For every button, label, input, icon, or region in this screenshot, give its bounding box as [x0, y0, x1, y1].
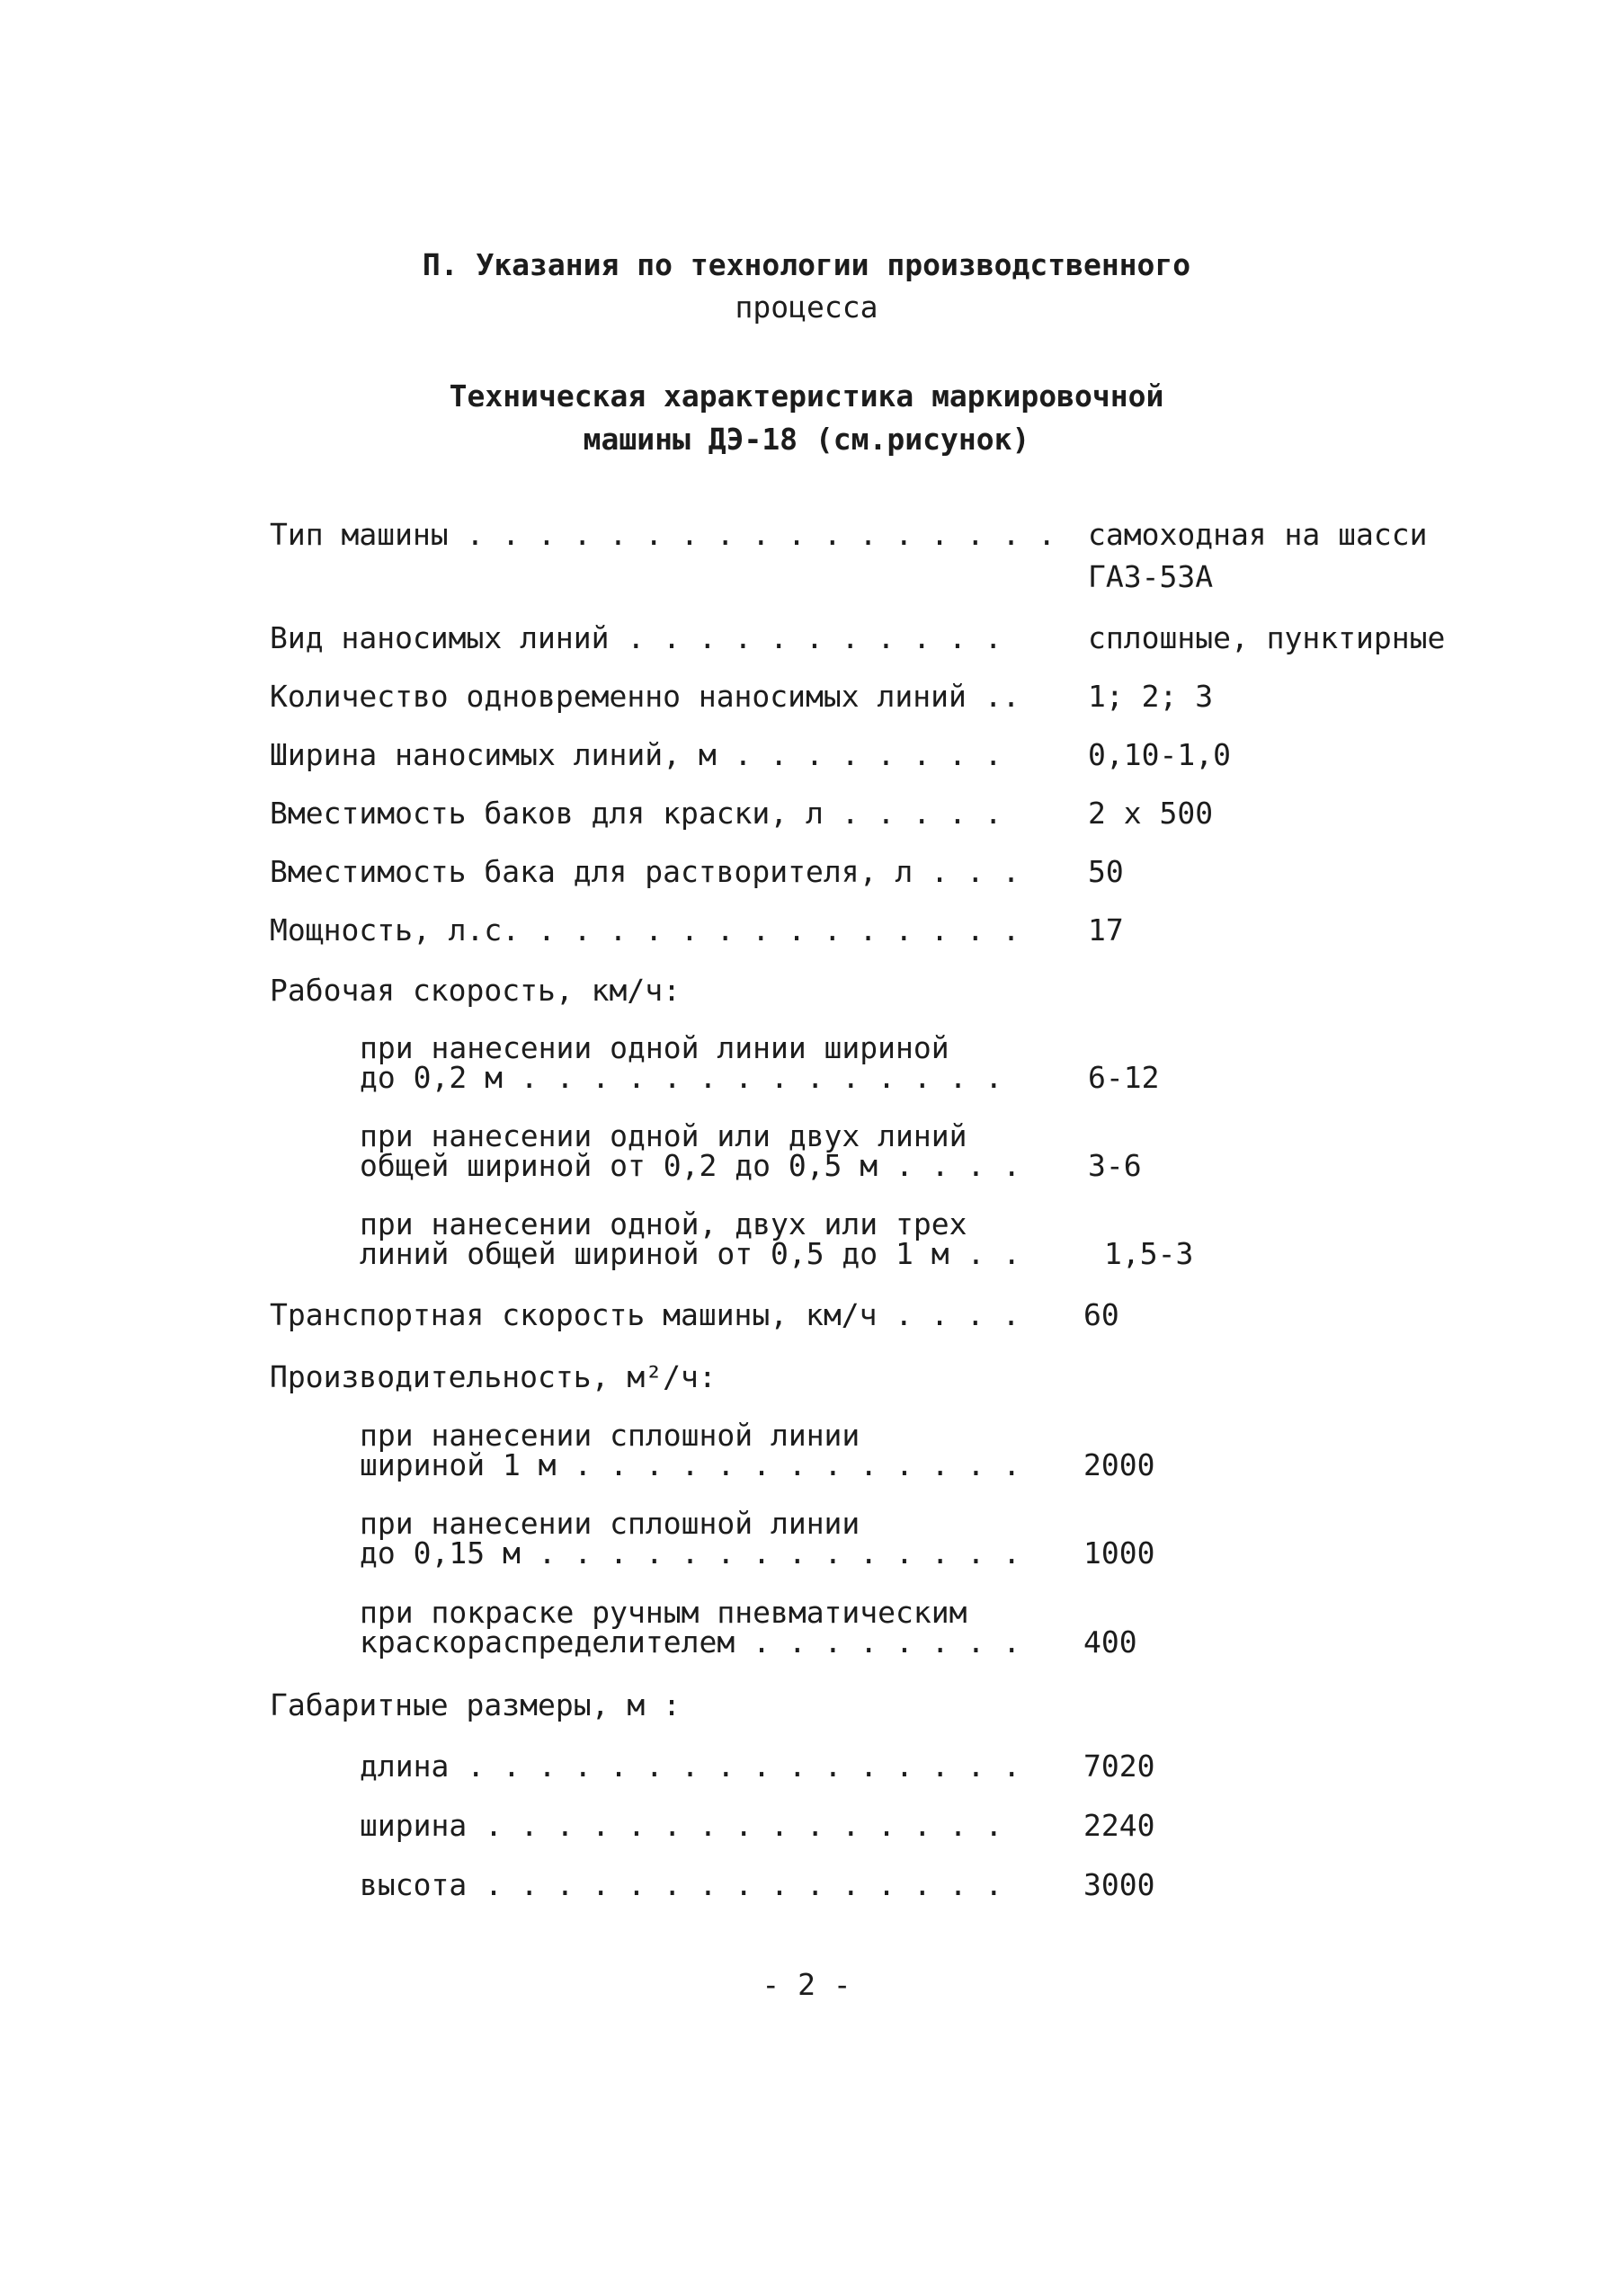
spec-label: Количество одновременно наносимых линий ..: [270, 679, 1020, 714]
spec-value: 1; 2; 3: [1088, 679, 1214, 714]
table-title-line1: Техническая характеристика маркировочной: [449, 378, 1164, 414]
spec-value: 17: [1088, 912, 1124, 948]
spec-label: шириной 1 м . . . . . . . . . . . . .: [360, 1447, 1021, 1482]
page-number: - 2 -: [762, 1967, 851, 2002]
spec-label: Ширина наносимых линий, м . . . . . . . .: [270, 737, 1003, 772]
spec-label: до 0,15 м . . . . . . . . . . . . . .: [360, 1535, 1021, 1571]
spec-value: 3-6: [1088, 1148, 1142, 1183]
spec-value: 2240: [1083, 1808, 1155, 1843]
spec-label: Вместимость баков для краски, л . . . . .: [270, 796, 1003, 831]
spec-value: 6-12: [1088, 1060, 1160, 1095]
spec-value: 0,10-1,0: [1088, 737, 1231, 772]
productivity-item-3-line1: при покраске ручным пневматическим: [360, 1595, 967, 1630]
spec-value: 7020: [1083, 1749, 1155, 1784]
spec-value: 60: [1083, 1297, 1119, 1332]
spec-value: 1,5-3: [1104, 1236, 1194, 1271]
document-page: П. Указания по технологии производственного процесса Техническая характеристика маркировочной машины ДЭ-18 (см.рисунок) Тип машины . . . . . . . . . . . . . . . . . самоходная на шасси ГАЗ-53А Вид наносимых линий . . . . . . . . . . . сплошные, пунктирные Количество одновременно наносимых линий .. 1; 2; 3 Ширина наносимых линий, м . . . . . . . . 0,10-1,0 Вместимость баков для краски, л . . . . . 2 х 500 Вместимость бака для растворителя, л . . . 50 Мощность, л.с. . . . . . . . . . . . . . . 17 Рабочая скорость, км/ч: при нанесении одной линии шириной до 0,2 м . . . . . . . . . . . . . . 6-12 при нанесении одной или двух линий общей шириной от 0,2 до 0,5 м . . . . 3-6 при нанесении одной, двух или трех линий общей шириной от 0,5 до 1 м . . 1,5-3 Транспортная скорость машины, км/ч . . . . 60 Производительность, м²/ч: при нанесении сплошной линии шириной 1 м . . . . . . . . . . . . . 2000 при нанесении сплошной линии до 0,15 м . . . . . . . . . . . . . . 1000 при покраске ручным пневматическим краскораспределителем . . . . . . . . 400 Габаритные размеры, м : длина . . . . . . . . . . . . . . . . 7020 ширина . . . . . . . . . . . . . . . 2240 высота . . . . . . . . . . . . . . . 3000 - 2 -: [0, 0, 1613, 2296]
table-title-line2: машины ДЭ-18 (см.рисунок): [583, 422, 1030, 457]
spec-label: Тип машины . . . . . . . . . . . . . . . . .: [270, 517, 1056, 552]
spec-label: Вид наносимых линий . . . . . . . . . . .: [270, 620, 1003, 655]
spec-value: 50: [1088, 854, 1124, 889]
work-speed-item-3-line1: при нанесении одной, двух или трех: [360, 1206, 967, 1241]
work-speed-item-2-line1: при нанесении одной или двух линий: [360, 1118, 967, 1153]
spec-value: 3000: [1083, 1867, 1155, 1902]
spec-label: Вместимость бака для растворителя, л . . .: [270, 854, 1020, 889]
productivity-item-1-line1: при нанесении сплошной линии: [360, 1418, 860, 1453]
spec-label: Транспортная скорость машины, км/ч . . . .: [270, 1297, 1020, 1332]
spec-value: 2000: [1083, 1447, 1155, 1482]
spec-value: 400: [1083, 1624, 1137, 1660]
spec-label: длина . . . . . . . . . . . . . . . .: [360, 1749, 1021, 1784]
spec-label: линий общей шириной от 0,5 до 1 м . .: [360, 1236, 1021, 1271]
spec-value: самоходная на шасси: [1088, 517, 1428, 552]
section-title-line2: процесса: [735, 289, 878, 325]
spec-value: 2 х 500: [1088, 796, 1214, 831]
spec-label: общей шириной от 0,2 до 0,5 м . . . .: [360, 1148, 1021, 1183]
spec-label: до 0,2 м . . . . . . . . . . . . . .: [360, 1060, 1003, 1095]
work-speed-item-1-line1: при нанесении одной линии шириной: [360, 1030, 949, 1065]
spec-label: краскораспределителем . . . . . . . .: [360, 1624, 1021, 1660]
productivity-item-2-line1: при нанесении сплошной линии: [360, 1506, 860, 1541]
spec-label: высота . . . . . . . . . . . . . . .: [360, 1867, 1003, 1902]
spec-value: 1000: [1083, 1535, 1155, 1571]
spec-value: ГАЗ-53А: [1088, 559, 1214, 594]
spec-label: ширина . . . . . . . . . . . . . . .: [360, 1808, 1003, 1843]
spec-label: Мощность, л.с. . . . . . . . . . . . . . .: [270, 912, 1020, 948]
spec-value: сплошные, пунктирные: [1088, 620, 1446, 655]
section-title-line1: П. Указания по технологии производственного: [422, 247, 1191, 282]
